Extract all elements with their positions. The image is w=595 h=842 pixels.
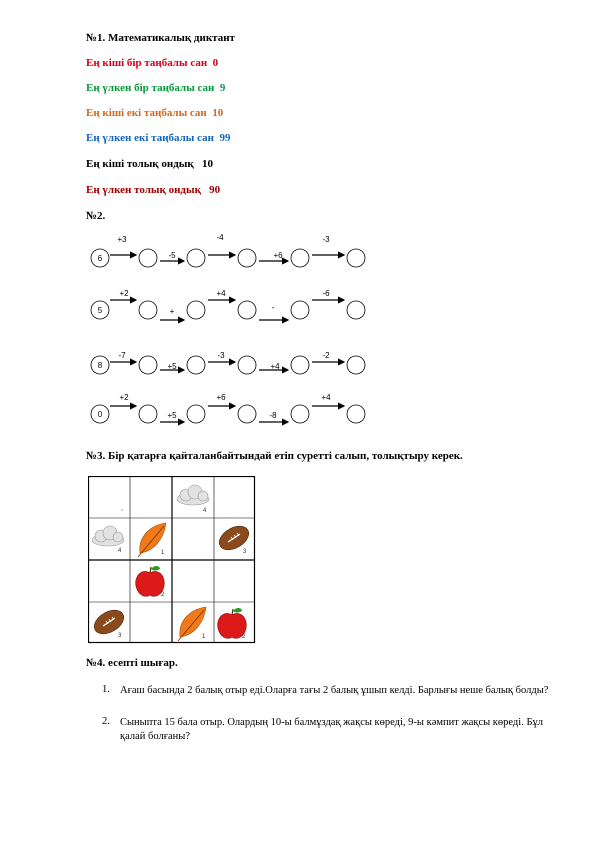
dictation-line-1: Ең кіші бір таңбалы сан 0 (86, 57, 219, 69)
dictation-line-2: Ең үлкен бір таңбалы сан 9 (86, 82, 226, 94)
chain-op: + (169, 307, 175, 316)
chain-circle (238, 356, 256, 374)
chain-op: -3 (322, 235, 330, 244)
chain-circle (347, 405, 365, 423)
svg-text:4: 4 (118, 548, 122, 554)
chain-circle (291, 405, 309, 423)
chain-op: -3 (217, 351, 225, 360)
chain-start: 0 (97, 410, 103, 419)
chain-op: -8 (269, 411, 277, 420)
chain-op: +4 (321, 393, 331, 402)
chain-op: -5 (168, 251, 176, 260)
svg-text:2: 2 (161, 592, 165, 598)
dictation-line-6: Ең үлкен толық ондық 90 (86, 184, 221, 196)
chain-circle (187, 301, 205, 319)
chain-circle (187, 405, 205, 423)
chain-op: -2 (322, 351, 330, 360)
chain-circle (187, 356, 205, 374)
chain-op: +2 (119, 289, 129, 298)
chain-op: -4 (216, 233, 224, 242)
svg-text:1: 1 (202, 634, 206, 640)
problem-number: 2. (102, 716, 110, 727)
chain-op: -6 (322, 289, 330, 298)
chain-circle (238, 249, 256, 267)
chain-start: 5 (97, 306, 103, 315)
svg-text:1: 1 (161, 550, 165, 556)
chain-circle (291, 301, 309, 319)
chain-op: +4 (270, 362, 280, 371)
chain-circle (347, 249, 365, 267)
chain-op: -7 (118, 351, 126, 360)
chain-op: +5 (167, 362, 177, 371)
chain-row-2 (91, 289, 365, 320)
chain-circle (291, 249, 309, 267)
chain-circle (139, 356, 157, 374)
svg-text:3: 3 (118, 633, 122, 639)
chain-circle (347, 356, 365, 374)
chain-circle (139, 249, 157, 267)
problem-text: Сыныпта 15 бала отыр. Олардың 10-ы балмұздақ жақсы көреді, 9-ы кәмпит жақсы көреді. Бұл қалай болғаны? (120, 717, 543, 742)
chain-circle (139, 405, 157, 423)
chain-row-3 (91, 351, 365, 374)
chain-op: - (271, 303, 275, 312)
chain-circle (347, 301, 365, 319)
picture-grid (88, 476, 256, 644)
task4-title: №4. есепті шығар. (86, 657, 178, 669)
problem-number: 1. (102, 684, 110, 695)
chain-op: +6 (273, 251, 283, 260)
chain-circle (238, 301, 256, 319)
chain-start: 6 (97, 254, 103, 263)
dictation-line-3: Ең кіші екі таңбалы сан 10 (86, 107, 224, 119)
task1-title: №1. Математикалық диктант (86, 32, 235, 44)
svg-text:2: 2 (242, 634, 246, 640)
chain-start: 8 (97, 361, 103, 370)
chain-circle (187, 249, 205, 267)
chain-op: +3 (117, 235, 127, 244)
chain-circle (291, 356, 309, 374)
svg-text:4: 4 (203, 508, 207, 514)
chain-op: +5 (167, 411, 177, 420)
svg-text:3: 3 (243, 549, 247, 555)
chain-op: +6 (216, 393, 226, 402)
chain-circle (238, 405, 256, 423)
dictation-line-4: Ең үлкен екі таңбалы сан 99 (86, 132, 231, 144)
chain-row-4 (91, 393, 365, 423)
dictation-line-5: Ең кіші толық ондық 10 (86, 158, 213, 170)
task3-title: №3. Бір қатарға қайталанбайтындай етіп суретті салып, толықтыру керек. (86, 450, 463, 462)
chain-op: +4 (216, 289, 226, 298)
problem-text: Ағаш басында 2 балық отыр еді.Оларға тағы 2 балық ұшып келді. Барлығы неше балық болды? (120, 685, 549, 696)
number-chains (80, 228, 380, 428)
chain-circle (139, 301, 157, 319)
chain-op: +2 (119, 393, 129, 402)
chain-row-1 (91, 233, 365, 267)
task2-title: №2. (86, 210, 106, 222)
